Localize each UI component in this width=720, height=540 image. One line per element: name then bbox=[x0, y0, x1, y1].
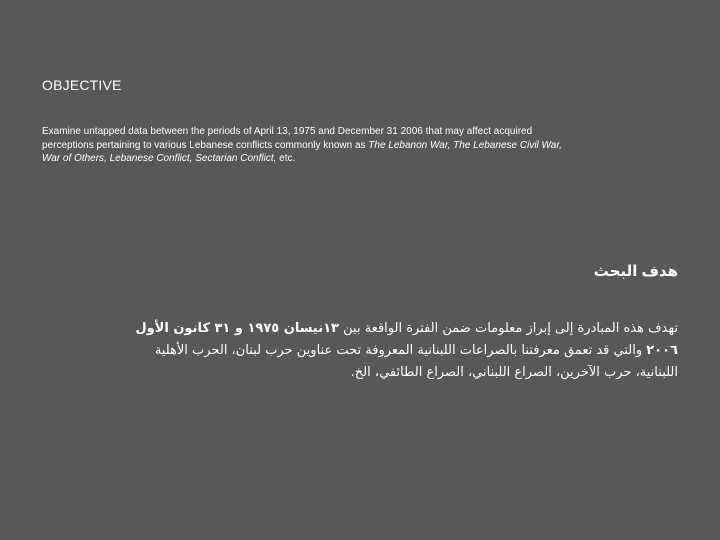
objective-description-end: etc. bbox=[276, 153, 296, 164]
objective-description-intro: Examine untapped data between the periods of April 13, 1975 and December 31 2006 that may affect acquired perceptions pertaining to various Lebanese conflicts commonly known as bbox=[42, 126, 533, 151]
arabic-objective-description bbox=[133, 318, 678, 384]
arabic-date-range: ١٣نيسان ١٩٧٥ و ٣١ كانون الأول ٢٠٠٦ bbox=[135, 321, 678, 358]
arabic-description-part2: والتي قد تعمق معرفتنا بالصراعات اللبنانية المعروفة تحت عناوين حرب لبنان، الحرب الأهلية اللبنانية، حرب الآخرين، الصراع اللبناني، الصراع الطائفي، الخ. bbox=[154, 343, 678, 380]
arabic-description-part1: تهدف هذه المبادرة إلى إبراز معلومات ضمن الفترة الواقعة بين bbox=[339, 321, 678, 336]
objective-description bbox=[42, 125, 572, 166]
conflict-names: The Lebanon War, The Lebanese Civil War, War of Others, Lebanese Conflict, Sectarian Conflict, bbox=[42, 139, 562, 164]
arabic-objective-heading: هدف البحث bbox=[593, 263, 678, 280]
objective-heading: OBJECTIVE bbox=[42, 77, 122, 93]
